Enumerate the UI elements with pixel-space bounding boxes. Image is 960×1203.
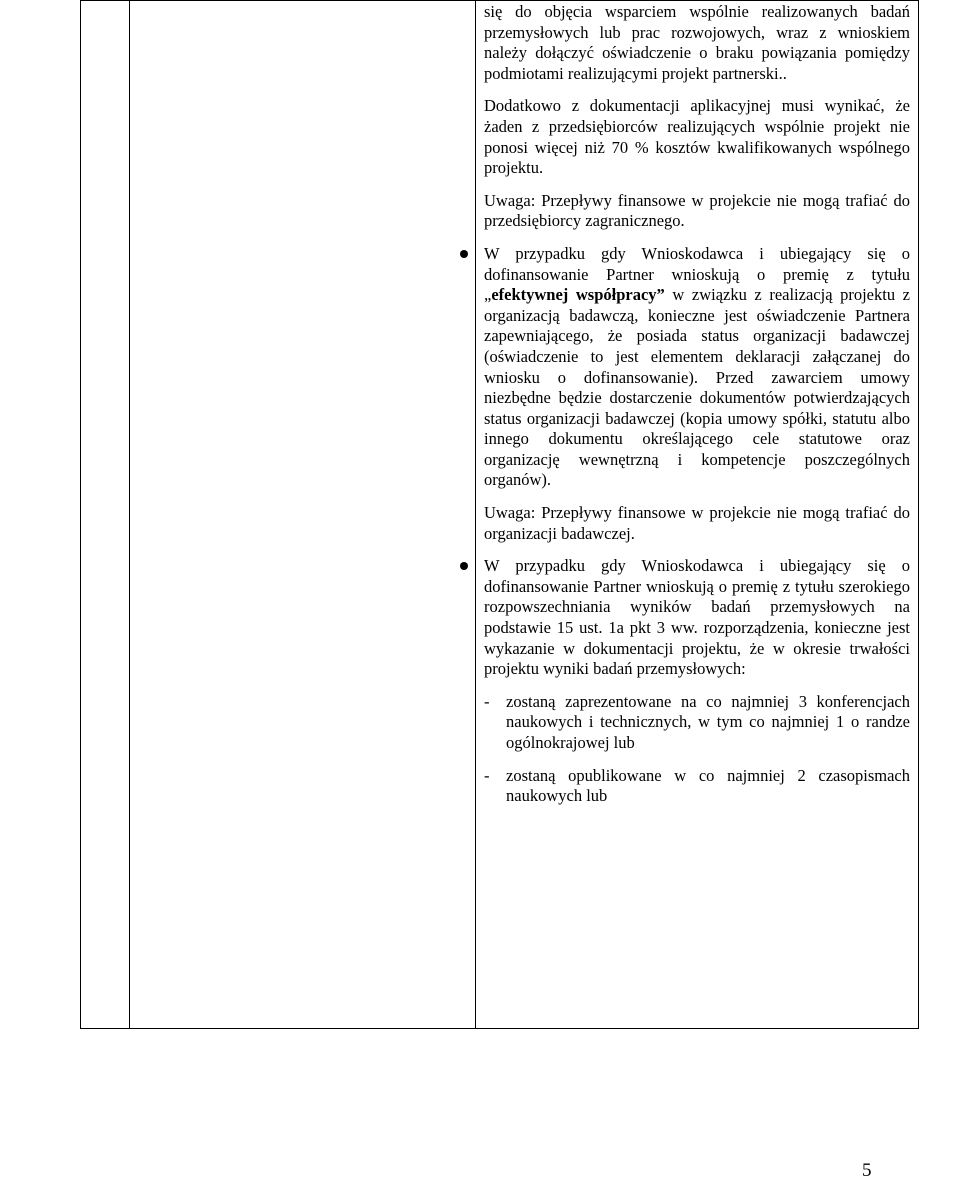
table-cell-criterion	[130, 1, 476, 1029]
table-row	[81, 1, 919, 1029]
table-cell-number	[81, 1, 130, 1029]
table-cell-description	[476, 1, 919, 1029]
paragraph: się do objęcia wsparciem wspólnie realizowanych badań przemysłowych lub prac rozwojowych, wraz z wnioskiem należy dołączyć oświadczenie o braku powiązania pomiędzy podmiotami realizującymi projekt partnerski..	[484, 2, 910, 83]
note-paragraph: Uwaga: Przepływy finansowe w projekcie nie mogą trafiać do przedsiębiorcy zagranicznego.	[484, 190, 910, 231]
bullet-item	[484, 556, 910, 680]
bullet-text: W przypadku gdy Wnioskodawca i ubiegający się o dofinansowanie Partner wnioskują o premię z tytułu „	[484, 243, 910, 305]
description-text	[476, 1, 918, 807]
dash-marker: -	[484, 691, 490, 711]
paragraph: Dodatkowo z dokumentacji aplikacyjnej musi wynikać, że żaden z przedsiębiorców realizujących wspólnie projekt nie ponosi więcej niż 70 % kosztów kwalifikowanych wspólnego projektu.	[484, 96, 910, 178]
dash-text: zostaną opublikowane w co najmniej 2 czasopismach naukowych lub	[506, 765, 910, 806]
bullet-text: W przypadku gdy Wnioskodawca i ubiegający się o dofinansowanie Partner wnioskują o premię z tytułu szerokiego rozpowszechniania wyników badań przemysłowych na podstawie 15 ust. 1a pkt 3 ww. rozporządzenia, konieczne jest wykazanie w dokumentacji projektu, że w okresie trwałości projektu wyniki badań przemysłowych:	[484, 556, 910, 679]
dash-item	[484, 766, 910, 807]
page-number: 5	[862, 1160, 872, 1181]
note-paragraph: Uwaga: Przepływy finansowe w projekcie nie mogą trafiać do organizacji badawczej.	[484, 503, 910, 543]
bold-term: efektywnej współpracy”	[491, 285, 665, 305]
dash-text: zostaną zaprezentowane na co najmniej 3 konferencjach naukowych i technicznych, w tym co najmniej 1 o randze ogólnokrajowej lub	[506, 691, 910, 752]
dash-item	[484, 692, 910, 754]
bullet-item	[484, 244, 910, 491]
content-table	[80, 0, 919, 1029]
bullet-text: w związku z realizacją projektu z organizacją badawczą, konieczne jest oświadczenie Partnera zapewniającego, że posiada status organizacji badawczej (oświadczenie to jest elementem deklaracji załączanej do wniosku o dofinansowanie). Przed zawarciem umowy niezbędne będzie dostarczenie dokumentów potwierdzających status organizacji badawczej (kopia umowy spółki, statutu albo innego dokumentu określającego cele statutowe oraz organizację wewnętrzną i kompetencje poszczególnych organów).	[484, 285, 910, 490]
dash-marker: -	[484, 765, 490, 785]
bullet-icon	[460, 250, 468, 258]
